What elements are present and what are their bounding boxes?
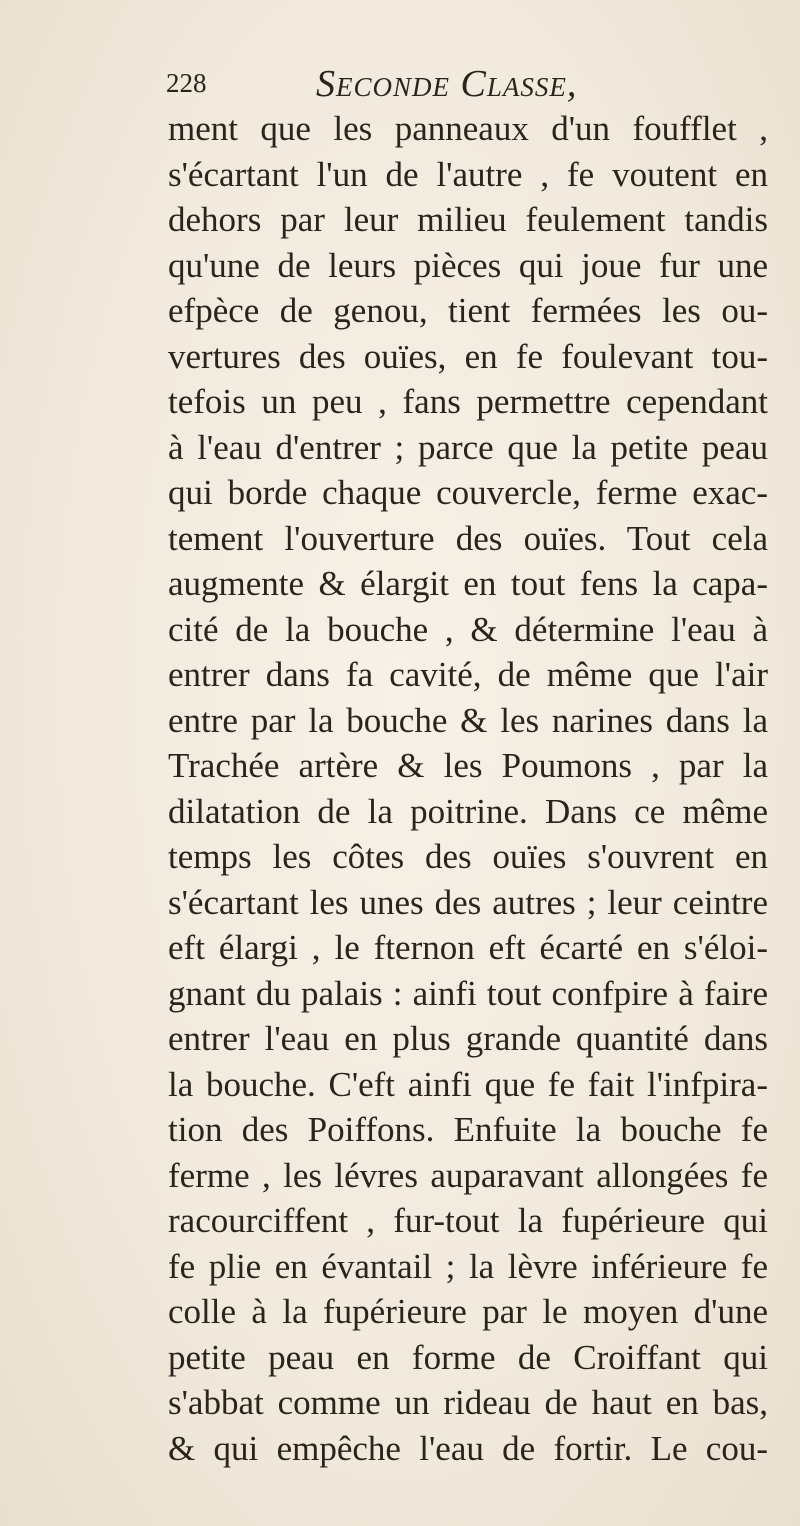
text-line: temps les côtes des ouïes s'ouvrent en xyxy=(168,837,768,876)
text-line: petite peau en forme de Croiffant qui xyxy=(168,1337,768,1377)
text-line: s'écartant les unes des autres ; leur ceintre xyxy=(168,882,768,922)
text-line: augmente & élargit en tout fens la capa- xyxy=(168,564,768,603)
text-line: tement l'ouverture des ouïes. Tout cela xyxy=(168,518,768,558)
text-line: qui borde chaque couvercle, ferme exac- xyxy=(168,473,768,512)
text-line: tefois un peu , fans permettre cependant xyxy=(168,382,768,421)
text-line: fe plie en évantail ; la lèvre inférieure fe xyxy=(168,1246,768,1286)
text-line: Trachée artère & les Poumons , par la xyxy=(168,746,768,785)
text-line: s'écartant l'un de l'autre , fe voutent en xyxy=(168,154,768,194)
text-line: dehors par leur milieu feulement tandis xyxy=(168,200,768,239)
text-line: ment que les panneaux d'un foufflet , xyxy=(168,109,768,148)
text-line: racourciffent , fur-tout la fupérieure qui xyxy=(168,1201,768,1240)
text-line: la bouche. C'eft ainfi que fe fait l'infpira- xyxy=(168,1064,768,1104)
text-line: efpèce de genou, tient fermées les ou- xyxy=(168,291,768,330)
text-line: à l'eau d'entrer ; parce que la petite peau xyxy=(168,427,768,467)
text-line: entre par la bouche & les narines dans la xyxy=(168,700,768,740)
page-number: 228 xyxy=(166,68,207,98)
running-head: Seconde Classe, xyxy=(316,63,578,105)
page-header xyxy=(166,60,686,105)
text-line: colle à la fupérieure par le moyen d'une xyxy=(168,1292,768,1331)
text-line: eft élargi , le fternon eft écarté en s'éloi- xyxy=(168,928,768,967)
text-line: vertures des ouïes, en fe foulevant tou- xyxy=(168,336,768,376)
text-line: cité de la bouche , & détermine l'eau à xyxy=(168,609,768,649)
text-line: entrer l'eau en plus grande quantité dans xyxy=(168,1019,768,1058)
text-line: dilatation de la poitrine. Dans ce même xyxy=(168,791,768,831)
text-line: s'abbat comme un rideau de haut en bas, xyxy=(168,1383,768,1422)
text-line: qu'une de leurs pièces qui joue fur une xyxy=(168,245,768,285)
text-line: ferme , les lévres auparavant allongées fe xyxy=(168,1155,768,1195)
body-text xyxy=(168,106,768,1471)
text-line: & qui empêche l'eau de fortir. Le cou- xyxy=(168,1428,768,1468)
text-line: gnant du palais : ainfi tout confpire à faire xyxy=(168,973,768,1013)
text-line: entrer dans fa cavité, de même que l'air xyxy=(168,655,768,694)
text-line: tion des Poiffons. Enfuite la bouche fe xyxy=(168,1110,768,1149)
